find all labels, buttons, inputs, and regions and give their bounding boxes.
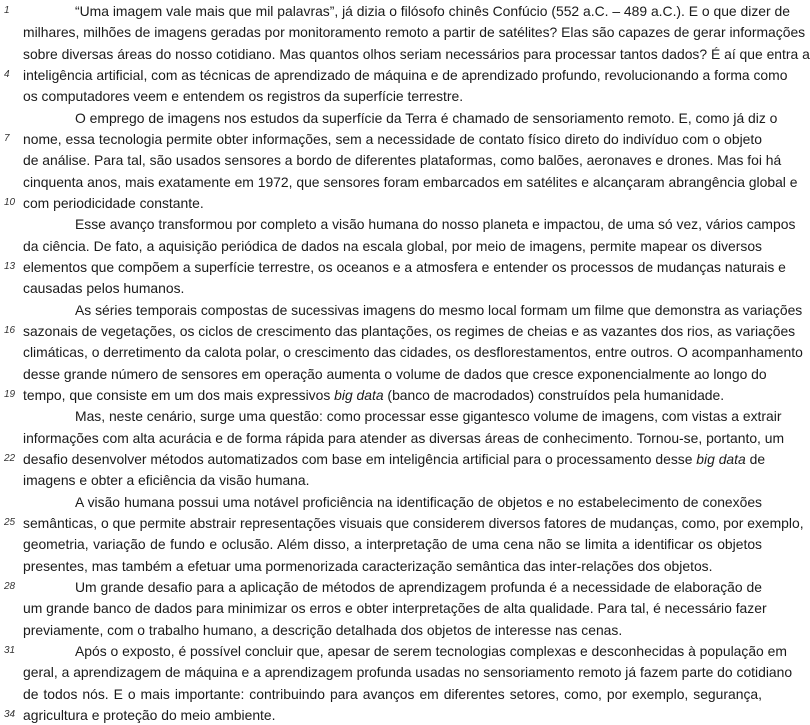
text-line: Mas, neste cenário, surge uma questão: como processar esse gigantesco volume de imagens, com vistas a extrair bbox=[75, 408, 782, 424]
text-line: inteligência artificial, com as técnicas de aprendizado de máquina e de aprendizado profundo, revolucionando a forma como bbox=[23, 67, 788, 83]
line-number: 25 bbox=[4, 517, 16, 528]
line-number: 22 bbox=[4, 453, 16, 464]
text-segment: desafio desenvolver métodos automatizados com base em inteligência artificial para o processamento desse bbox=[23, 451, 697, 467]
text-line: imagens e obter a eficiência da visão humana. bbox=[23, 472, 310, 488]
text-line: cinquenta anos, mais exatamente em 1972, que sensores foram embarcados em satélites e alcançaram abrangência global e bbox=[23, 174, 798, 190]
text-line: com periodicidade constante. bbox=[23, 195, 204, 211]
text-line: de análise. Para tal, são usados sensores a bordo de diferentes plataformas, como balões, aeronaves e drones. Mas foi há bbox=[23, 152, 782, 168]
text-line: Após o exposto, é possível concluir que, apesar de serem tecnologias complexas e desconhecidas à população em bbox=[75, 643, 787, 659]
text-line: O emprego de imagens nos estudos da superfície da Terra é chamado de sensoriamento remoto. E, como já diz o bbox=[75, 110, 778, 126]
text-line: de todos nós. E o mais importante: contribuindo para avanços em diferentes setores, como, por exemplo, segurança, bbox=[23, 686, 762, 702]
text-line: um grande banco de dados para minimizar os erros e obter interpretações de alta qualidade. Para tal, é necessário fazer bbox=[23, 600, 767, 616]
text-emphasis: big data bbox=[696, 451, 746, 467]
text-line: sobre diversas áreas do nosso cotidiano. Mas quantos olhos seriam necessários para processar tantos dados? É aí que entra a bbox=[23, 46, 810, 62]
text-segment: de bbox=[745, 451, 766, 467]
text-line: causadas pelos humanos. bbox=[23, 280, 185, 296]
text-line: da ciência. De fato, a aquisição periódica de dados na escala global, por meio de imagens, permite mapear os diversos bbox=[23, 238, 762, 254]
text-line: “Uma imagem vale mais que mil palavras”, já dizia o filósofo chinês Confúcio (552 a.C. – 489 a.C.). E o que dizer de bbox=[75, 3, 790, 19]
line-number: 7 bbox=[4, 133, 10, 144]
text-line bbox=[23, 385, 762, 405]
text-segment: (banco de macrodados) construídos pela humanidade. bbox=[383, 387, 725, 403]
text-line: nome, essa tecnologia permite obter informações, sem a necessidade de contato físico direto do indivíduo com o objeto bbox=[23, 131, 762, 147]
text-line: previamente, com o trabalho humano, a descrição detalhada dos objetos de interesse nas cenas. bbox=[23, 622, 623, 638]
line-number: 16 bbox=[4, 325, 16, 336]
line-number: 28 bbox=[4, 581, 16, 592]
line-number: 13 bbox=[4, 261, 16, 272]
line-number: 10 bbox=[4, 197, 16, 208]
text-line: Esse avanço transformou por completo a visão humana do nosso planeta e impactou, de uma só vez, vários campos bbox=[75, 216, 796, 232]
text-line: milhares, milhões de imagens geradas por monitoramento remoto a partir de satélites? Elas são capazes de gerar informações bbox=[23, 24, 806, 40]
text-line: A visão humana possui uma notável proficiência na identificação de objetos e no estabelecimento de conexões bbox=[75, 494, 762, 510]
text-line: geral, a aprendizagem de máquina e a aprendizagem profunda usadas no sensoriamento remoto já fazem parte do cotidiano bbox=[23, 664, 793, 680]
text-line: As séries temporais compostas de sucessivas imagens do mesmo local formam um filme que demonstra as variações bbox=[75, 302, 803, 318]
text-line: elementos que compõem a superfície terrestre, os oceanos e a atmosfera e entender os processos de mudanças naturais e bbox=[23, 259, 786, 275]
text-line: presentes, mas também a efetuar uma pormenorizada caracterização semântica das inter-relações dos objetos. bbox=[23, 558, 713, 574]
text-line: agricultura e proteção do meio ambiente. bbox=[23, 707, 276, 723]
text-line: os computadores veem e entendem os registros da superfície terrestre. bbox=[23, 88, 464, 104]
text-line: Um grande desafio para a aplicação de métodos de aprendizagem profunda é a necessidade de elaboração de bbox=[75, 579, 762, 595]
text-emphasis: big data bbox=[334, 387, 384, 403]
line-number: 4 bbox=[4, 69, 10, 80]
text-line: climáticas, o derretimento da calota polar, o crescimento das cidades, os desflorestamentos, entre outros. O acompanhamento bbox=[23, 344, 803, 360]
text-line: geometria, variação de fundo e oclusão. Além disso, a interpretação de uma cena não se limita a identificar os objetos bbox=[23, 536, 762, 552]
text-line: semânticas, o que permite abstrair representações visuais que considerem diversos fatores de mudanças, como, por exemplo, bbox=[23, 515, 804, 531]
line-number: 1 bbox=[4, 5, 10, 16]
text-line: desse grande número de sensores em operação aumenta o volume de dados que cresce exponencialmente ao longo do bbox=[23, 366, 767, 382]
line-number: 31 bbox=[4, 645, 16, 656]
text-segment: tempo, que consiste em um dos mais expressivos bbox=[23, 387, 335, 403]
text-line: informações com alta acurácia e de forma rápida para atender as diversas áreas de conhecimento. Tornou-se, portanto, um bbox=[23, 430, 785, 446]
line-number: 34 bbox=[4, 709, 16, 720]
text-line bbox=[23, 449, 766, 469]
line-number: 19 bbox=[4, 389, 16, 400]
text-line: sazonais de vegetações, os ciclos de crescimento das plantações, os regimes de cheias e as vazantes dos rios, as variações bbox=[23, 323, 796, 339]
